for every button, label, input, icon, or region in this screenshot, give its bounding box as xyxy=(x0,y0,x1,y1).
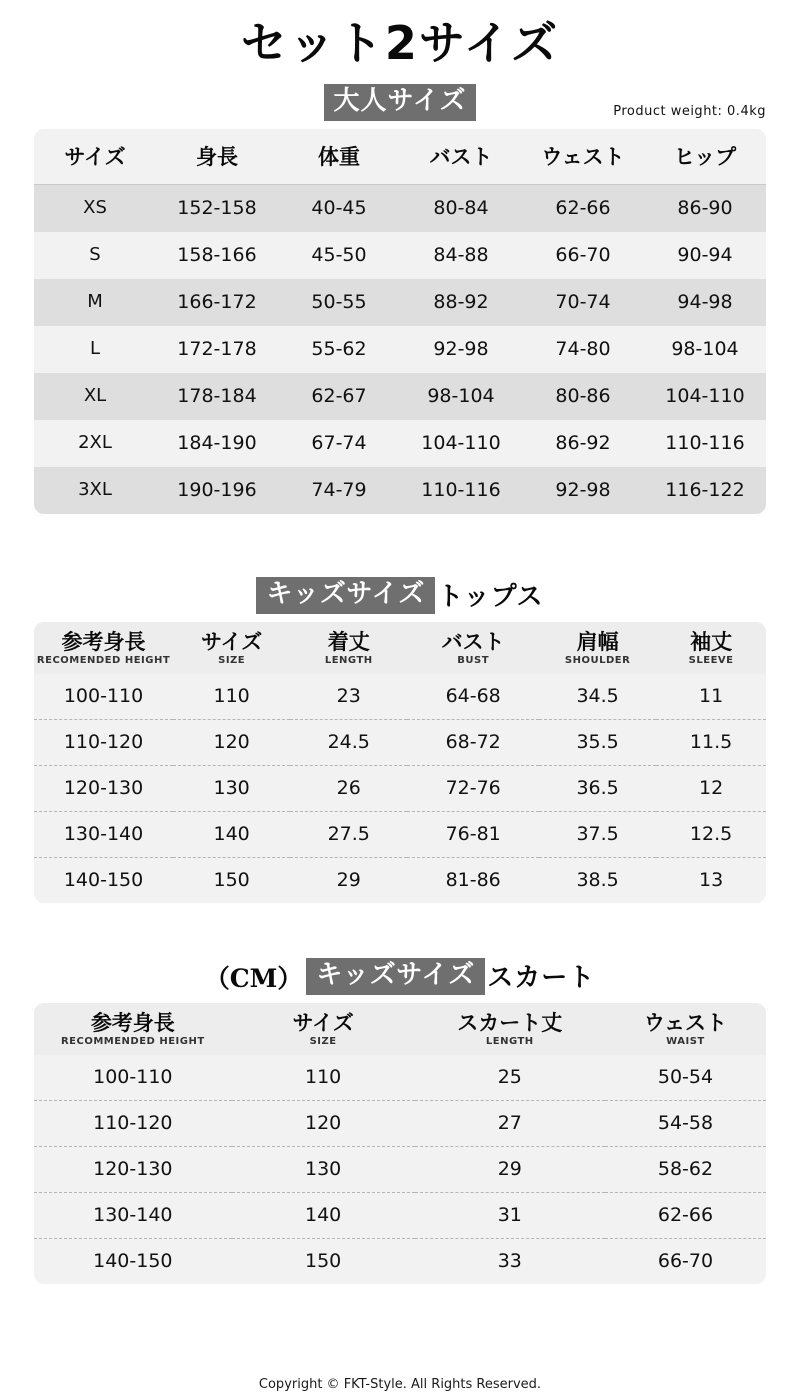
header-en: LENGTH xyxy=(324,654,373,666)
cell-height: 184-190 xyxy=(177,431,257,454)
header-en: RECOMMENDED HEIGHT xyxy=(60,1035,205,1047)
cell-size: 150 xyxy=(173,857,290,903)
header-jp: ウェスト xyxy=(643,1010,728,1035)
table-row xyxy=(34,279,766,326)
cell-length: 31 xyxy=(415,1192,605,1238)
table-row xyxy=(34,420,766,467)
kids-tops-col-bust xyxy=(407,622,539,674)
cell-length: 27 xyxy=(415,1100,605,1146)
cell-length: 29 xyxy=(290,857,407,903)
cell-size: 130 xyxy=(173,765,290,811)
cell-height: 152-158 xyxy=(156,184,278,232)
cell-shoulder: 34.5 xyxy=(539,674,656,720)
cell-waist: 62-66 xyxy=(522,184,644,232)
cell-waist: 70-74 xyxy=(522,279,644,326)
cell-weight: 55-62 xyxy=(311,337,367,360)
kids-skirt-col-waist xyxy=(605,1003,766,1055)
table-row xyxy=(34,373,766,420)
kids-size-tag-tops: キッズサイズ xyxy=(256,577,435,614)
table-row xyxy=(34,232,766,279)
cell-size: XL xyxy=(34,373,156,420)
cell-height: 110-120 xyxy=(34,1100,232,1146)
cell-hip: 86-90 xyxy=(644,184,766,232)
header-en: SIZE xyxy=(309,1035,337,1047)
cell-sleeve: 11.5 xyxy=(656,719,766,765)
cell-height: 190-196 xyxy=(156,467,278,514)
adult-size-table xyxy=(34,129,766,514)
kids-skirt-col-size xyxy=(232,1003,415,1055)
cell-waist: 62-66 xyxy=(605,1192,766,1238)
cell-hip: 98-104 xyxy=(671,337,739,360)
cell-bust: 110-116 xyxy=(400,467,522,514)
cell-size: 140 xyxy=(173,811,290,857)
kids-tops-col-shoulder xyxy=(539,622,656,674)
kids-tops-col-length xyxy=(290,622,407,674)
cell-height: 130-140 xyxy=(34,1192,232,1238)
cell-weight: 50-55 xyxy=(278,279,400,326)
cell-sleeve: 11 xyxy=(656,674,766,720)
table-row xyxy=(34,857,766,903)
header-en: SIZE xyxy=(218,654,246,666)
cell-length: 26 xyxy=(290,765,407,811)
cell-bust: 92-98 xyxy=(433,337,489,360)
cell-shoulder: 36.5 xyxy=(539,765,656,811)
table-row xyxy=(34,1192,766,1238)
cell-size: 130 xyxy=(232,1146,415,1192)
kids-skirt-table-body xyxy=(34,1055,766,1284)
cell-shoulder: 37.5 xyxy=(539,811,656,857)
table-row xyxy=(34,1100,766,1146)
kids-tops-col-height xyxy=(34,622,173,674)
kids-skirt-table-card xyxy=(34,1003,766,1284)
header-jp: 肩幅 xyxy=(576,629,619,654)
adult-col-weight: 体重 xyxy=(278,129,400,185)
kids-skirt-section-heading xyxy=(0,957,800,995)
kids-size-tag-skirt: キッズサイズ xyxy=(306,958,485,995)
cell-hip: 94-98 xyxy=(644,279,766,326)
cell-weight: 62-67 xyxy=(278,373,400,420)
cell-bust: 88-92 xyxy=(400,279,522,326)
cell-waist: 58-62 xyxy=(605,1146,766,1192)
cell-size: 110 xyxy=(232,1055,415,1101)
cell-height: 140-150 xyxy=(34,1238,232,1284)
cell-hip: 104-110 xyxy=(644,373,766,420)
adult-table-head xyxy=(34,129,766,185)
kids-tops-label: トップス xyxy=(437,582,544,613)
cell-waist: 66-70 xyxy=(555,243,611,266)
cell-size: XS xyxy=(34,184,156,232)
cell-sleeve: 13 xyxy=(656,857,766,903)
cell-waist: 50-54 xyxy=(605,1055,766,1101)
page-title: セット2サイズ xyxy=(240,16,560,70)
cell-height: 158-166 xyxy=(177,243,257,266)
cell-bust: 104-110 xyxy=(421,431,501,454)
cell-height: 100-110 xyxy=(34,674,173,720)
cell-height: 140-150 xyxy=(34,857,173,903)
cell-waist: 54-58 xyxy=(605,1100,766,1146)
cell-bust: 81-86 xyxy=(407,857,539,903)
cell-length: 29 xyxy=(415,1146,605,1192)
cell-hip: 110-116 xyxy=(665,431,745,454)
unit-cm-label: （CM） xyxy=(204,964,303,994)
cell-size: L xyxy=(89,338,101,360)
cell-bust: 64-68 xyxy=(407,674,539,720)
kids-tops-table xyxy=(34,622,766,903)
cell-weight: 74-79 xyxy=(278,467,400,514)
header-jp: サイズ xyxy=(292,1010,354,1035)
kids-tops-col-size xyxy=(173,622,290,674)
adult-col-hip: ヒップ xyxy=(644,129,766,185)
adult-col-height: 身長 xyxy=(156,129,278,185)
cell-size: M xyxy=(34,279,156,326)
cell-height: 178-184 xyxy=(156,373,278,420)
cell-waist: 66-70 xyxy=(605,1238,766,1284)
cell-bust: 76-81 xyxy=(407,811,539,857)
header-en: BUST xyxy=(457,654,490,666)
cell-length: 33 xyxy=(415,1238,605,1284)
cell-bust: 72-76 xyxy=(407,765,539,811)
cell-size: 120 xyxy=(173,719,290,765)
header-jp: 参考身長 xyxy=(90,1010,175,1035)
cell-sleeve: 12 xyxy=(656,765,766,811)
product-weight-label: Product weight: 0.4kg xyxy=(613,103,766,119)
cell-weight: 67-74 xyxy=(311,431,367,454)
cell-height: 110-120 xyxy=(34,719,173,765)
kids-tops-section-heading xyxy=(0,576,800,614)
cell-bust: 80-84 xyxy=(400,184,522,232)
table-row xyxy=(34,811,766,857)
cell-weight: 45-50 xyxy=(311,243,367,266)
kids-tops-header-row xyxy=(34,622,766,674)
header-jp: 袖丈 xyxy=(690,629,733,654)
table-row xyxy=(34,467,766,514)
cell-height: 172-178 xyxy=(177,337,257,360)
cell-size: 3XL xyxy=(34,467,156,514)
header-en: RECOMENDED HEIGHT xyxy=(36,654,171,666)
cell-sleeve: 12.5 xyxy=(656,811,766,857)
kids-skirt-header-row xyxy=(34,1003,766,1055)
cell-height: 100-110 xyxy=(34,1055,232,1101)
table-row xyxy=(34,1238,766,1284)
cell-length: 24.5 xyxy=(290,719,407,765)
kids-skirt-table xyxy=(34,1003,766,1284)
kids-skirt-table-head xyxy=(34,1003,766,1055)
kids-tops-table-head xyxy=(34,622,766,674)
header-jp: バスト xyxy=(441,629,505,654)
adult-header-row xyxy=(34,129,766,185)
header-en: WAIST xyxy=(666,1035,705,1047)
header-jp: 着丈 xyxy=(327,629,370,654)
table-row xyxy=(34,1146,766,1192)
cell-waist: 86-92 xyxy=(555,431,611,454)
kids-tops-table-card xyxy=(34,622,766,903)
cell-length: 25 xyxy=(415,1055,605,1101)
cell-size: 110 xyxy=(173,674,290,720)
table-row xyxy=(34,719,766,765)
table-row xyxy=(34,1055,766,1101)
cell-length: 23 xyxy=(290,674,407,720)
adult-col-waist: ウェスト xyxy=(522,129,644,185)
header-en: LENGTH xyxy=(485,1035,534,1047)
cell-bust: 68-72 xyxy=(407,719,539,765)
cell-size: 120 xyxy=(232,1100,415,1146)
copyright-footer: Copyright © FKT-Style. All Rights Reserved. xyxy=(258,1377,542,1392)
cell-size: 150 xyxy=(232,1238,415,1284)
kids-skirt-col-length xyxy=(415,1003,605,1055)
kids-tops-table-body xyxy=(34,674,766,903)
adult-table-body xyxy=(34,184,766,514)
cell-height: 130-140 xyxy=(34,811,173,857)
kids-skirt-label: スカート xyxy=(487,963,596,994)
header-jp: 参考身長 xyxy=(61,629,146,654)
adult-col-size: サイズ xyxy=(34,129,156,185)
header-en: SHOULDER xyxy=(564,654,631,666)
header-jp: サイズ xyxy=(200,629,263,654)
cell-height: 166-172 xyxy=(156,279,278,326)
table-row xyxy=(34,674,766,720)
cell-size: 140 xyxy=(232,1192,415,1238)
adult-size-tag: 大人サイズ xyxy=(324,84,477,121)
cell-bust: 84-88 xyxy=(433,243,489,266)
cell-hip: 116-122 xyxy=(644,467,766,514)
adult-section-heading xyxy=(0,83,800,121)
cell-size: 2XL xyxy=(78,432,112,454)
cell-height: 120-130 xyxy=(34,765,173,811)
table-row xyxy=(34,326,766,373)
table-row xyxy=(34,765,766,811)
cell-bust: 98-104 xyxy=(400,373,522,420)
cell-waist: 92-98 xyxy=(522,467,644,514)
cell-size: S xyxy=(89,244,101,266)
cell-hip: 90-94 xyxy=(677,243,733,266)
adult-size-table-card xyxy=(34,129,766,514)
cell-shoulder: 38.5 xyxy=(539,857,656,903)
cell-waist: 80-86 xyxy=(522,373,644,420)
table-row xyxy=(34,184,766,232)
header-jp: スカート丈 xyxy=(457,1010,563,1035)
header-en: SLEEVE xyxy=(688,654,734,666)
cell-weight: 40-45 xyxy=(278,184,400,232)
kids-tops-col-sleeve xyxy=(656,622,766,674)
cell-waist: 74-80 xyxy=(555,337,611,360)
cell-height: 120-130 xyxy=(34,1146,232,1192)
kids-skirt-col-height xyxy=(34,1003,232,1055)
adult-col-bust: バスト xyxy=(400,129,522,185)
cell-shoulder: 35.5 xyxy=(539,719,656,765)
cell-length: 27.5 xyxy=(290,811,407,857)
